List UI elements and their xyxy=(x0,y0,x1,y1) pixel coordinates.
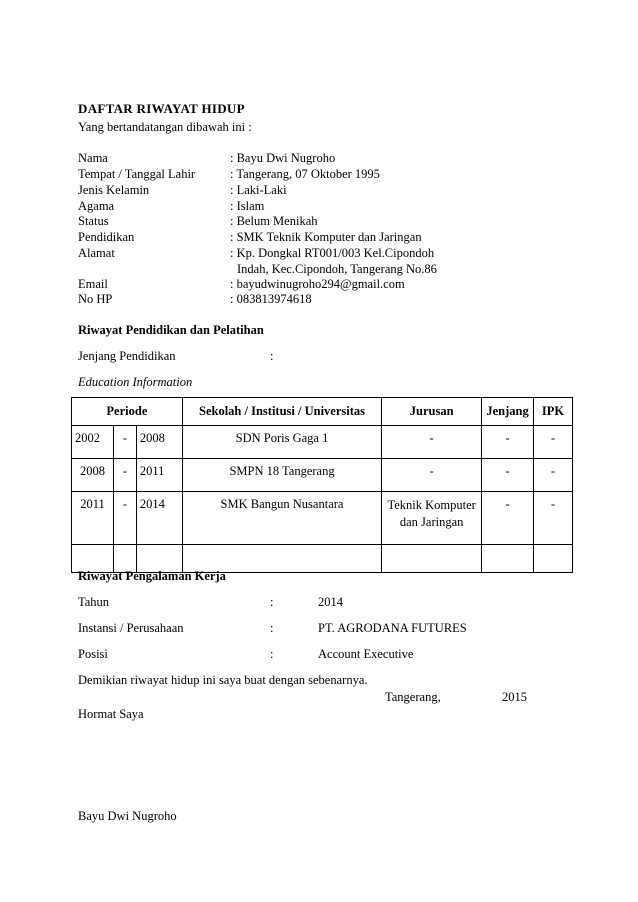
closing-statement: Demikian riwayat hidup ini saya buat dengan sebenarnya. xyxy=(78,673,368,687)
personal-label-birth: Tempat / Tanggal Lahir xyxy=(78,167,196,181)
cell-school: SMK Bangun Nusantara xyxy=(182,492,381,545)
cell-major xyxy=(382,492,482,545)
table-row xyxy=(72,492,573,545)
cell-start-year: 2002 xyxy=(72,426,114,459)
cell-gpa: - xyxy=(534,492,573,545)
personal-label-address: Alamat xyxy=(78,246,115,260)
cell-start-year: 2008 xyxy=(72,459,114,492)
cell-empty xyxy=(382,545,482,573)
work-colon: : xyxy=(270,647,274,661)
work-value-year: 2014 xyxy=(318,595,343,609)
table-row xyxy=(72,426,573,459)
cell-major-line1: Teknik Komputer xyxy=(387,498,476,512)
education-heading: Riwayat Pendidikan dan Pelatihan xyxy=(78,323,264,337)
closing-place: Tangerang, xyxy=(385,690,441,704)
cell-empty xyxy=(534,545,573,573)
cell-school: SMPN 18 Tangerang xyxy=(182,459,381,492)
personal-value-religion: : Islam xyxy=(230,199,265,213)
personal-label-email: Email xyxy=(78,277,108,291)
personal-value-email: : bayudwinugroho294@gmail.com xyxy=(230,277,405,291)
cell-empty xyxy=(482,545,534,573)
intro-text: Yang bertandatangan dibawah ini : xyxy=(78,120,252,134)
personal-label-name: Nama xyxy=(78,151,108,165)
work-value-position: Account Executive xyxy=(318,647,414,661)
column-header-period: Periode xyxy=(72,398,183,426)
table-row xyxy=(72,459,573,492)
education-level-colon: : xyxy=(270,349,274,363)
document-title: DAFTAR RIWAYAT HIDUP xyxy=(78,101,245,116)
closing-regards: Hormat Saya xyxy=(78,707,144,721)
personal-value-birth: : Tangerang, 07 Oktober 1995 xyxy=(230,167,380,181)
personal-label-education: Pendidikan xyxy=(78,230,135,244)
column-header-major: Jurusan xyxy=(382,398,482,426)
work-label-year: Tahun xyxy=(78,595,110,609)
work-colon: : xyxy=(270,621,274,635)
cell-level: - xyxy=(482,426,534,459)
education-subheading: Education Information xyxy=(78,375,193,389)
education-level-label: Jenjang Pendidikan xyxy=(78,349,176,363)
personal-value-education: : SMK Teknik Komputer dan Jaringan xyxy=(230,230,422,244)
cell-gpa: - xyxy=(534,459,573,492)
personal-value-status: : Belum Menikah xyxy=(230,214,318,228)
personal-label-phone: No HP xyxy=(78,292,113,306)
personal-value-address-line2: Indah, Kec.Cipondoh, Tangerang No.86 xyxy=(237,262,437,276)
personal-label-gender: Jenis Kelamin xyxy=(78,183,150,197)
cell-major: - xyxy=(382,459,482,492)
column-header-gpa: IPK xyxy=(534,398,573,426)
cell-level: - xyxy=(482,459,534,492)
table-header-row xyxy=(72,398,573,426)
column-header-school: Sekolah / Institusi / Universitas xyxy=(182,398,381,426)
cell-major-line2: dan Jaringan xyxy=(399,515,464,529)
work-label-position: Posisi xyxy=(78,647,108,661)
education-table xyxy=(71,397,573,573)
cell-school: SDN Poris Gaga 1 xyxy=(182,426,381,459)
cell-dash: - xyxy=(113,459,136,492)
cell-gpa: - xyxy=(534,426,573,459)
work-heading: Riwayat Pengalaman Kerja xyxy=(78,569,226,583)
cell-end-year: 2008 xyxy=(136,426,182,459)
cell-end-year: 2011 xyxy=(136,459,182,492)
work-label-company: Instansi / Perusahaan xyxy=(78,621,184,635)
closing-year: 2015 xyxy=(502,690,527,704)
personal-value-name: : Bayu Dwi Nugroho xyxy=(230,151,336,165)
column-header-level: Jenjang xyxy=(482,398,534,426)
personal-label-religion: Agama xyxy=(78,199,115,213)
cell-dash: - xyxy=(113,426,136,459)
cell-dash: - xyxy=(113,492,136,545)
personal-label-status: Status xyxy=(78,214,109,228)
cell-end-year: 2014 xyxy=(136,492,182,545)
personal-value-phone: : 083813974618 xyxy=(230,292,312,306)
signature-name: Bayu Dwi Nugroho xyxy=(78,809,177,823)
personal-value-gender: : Laki-Laki xyxy=(230,183,287,197)
work-colon: : xyxy=(270,595,274,609)
personal-value-address: : Kp. Dongkal RT001/003 Kel.Cipondoh xyxy=(230,246,435,260)
work-value-company: PT. AGRODANA FUTURES xyxy=(318,621,467,635)
cell-start-year: 2011 xyxy=(72,492,114,545)
cell-major: - xyxy=(382,426,482,459)
cell-level: - xyxy=(482,492,534,545)
